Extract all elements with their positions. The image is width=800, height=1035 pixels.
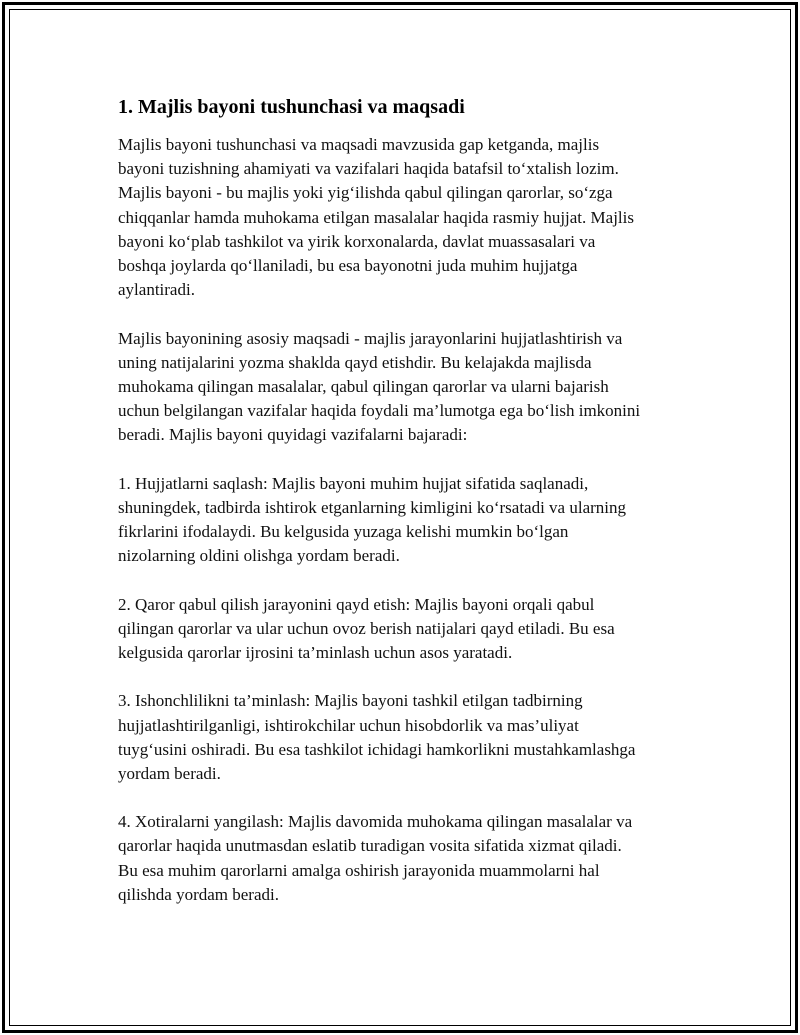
text-line: yordam beradi.: [118, 763, 221, 783]
section-heading: 1. Majlis bayoni tushunchasi va maqsadi: [118, 96, 465, 118]
text-line: uchun belgilangan vazifalar haqida foydali ma’lumotga ega bo‘lish imkonini: [118, 401, 641, 421]
text-line: qilingan qarorlar va ular uchun ovoz berish natijalari qayd etiladi. Bu esa: [118, 618, 615, 638]
text-line: tuyg‘usini oshiradi. Bu esa tashkilot ichidagi hamkorlikni mustahkamlashga: [118, 739, 636, 759]
text-line: bayoni ko‘plab tashkilot va yirik korxonalarda, davlat muassasalari va: [118, 231, 596, 251]
text-line: Bu esa muhim qarorlarni amalga oshirish jarayonida muammolarni hal: [118, 860, 600, 880]
text-line: beradi. Majlis bayoni quyidagi vazifalarni bajaradi:: [118, 425, 468, 445]
text-line: qarorlar haqida unutmasdan eslatib turadigan vosita sifatida xizmat qiladi.: [118, 836, 622, 856]
list-item-4: [118, 810, 738, 907]
text-line: uning natijalarini yozma shaklda qayd etishdir. Bu kelajakda majlisda: [118, 352, 592, 372]
text-line: kelgusida qarorlar ijrosini ta’minlash uchun asos yaratadi.: [118, 642, 513, 662]
list-item-3: [118, 689, 738, 786]
document-body: [118, 94, 738, 931]
paragraph-definition: [118, 133, 738, 302]
text-line: chiqqanlar hamda muhokama etilgan masalalar haqida rasmiy hujjat. Majlis: [118, 207, 634, 227]
text-line: hujjatlashtirilganligi, ishtirokchilar uchun hisobdorlik va mas’uliyat: [118, 715, 579, 735]
text-line: 3. Ishonchlilikni ta’minlash: Majlis bayoni tashkil etilgan tadbirning: [118, 691, 583, 711]
list-item-1: [118, 472, 738, 569]
text-line: Majlis bayonining asosiy maqsadi - majlis jarayonlarini hujjatlashtirish va: [118, 328, 623, 348]
text-line: muhokama qilingan masalalar, qabul qilingan qarorlar va ularni bajarish: [118, 376, 609, 396]
text-line: Majlis bayoni tushunchasi va maqsadi mavzusida gap ketganda, majlis: [118, 135, 600, 154]
text-line: 4. Xotiralarni yangilash: Majlis davomida muhokama qilingan masalalar va: [118, 812, 633, 832]
text-line: boshqa joylarda qo‘llaniladi, bu esa bayonotni juda muhim hujjatga: [118, 255, 578, 275]
text-line: 2. Qaror qabul qilish jarayonini qayd etish: Majlis bayoni orqali qabul: [118, 594, 595, 614]
text-line: bayoni tuzishning ahamiyati va vazifalari haqida batafsil to‘xtalish lozim.: [118, 159, 619, 179]
text-line: aylantiradi.: [118, 280, 195, 300]
text-line: qilishda yordam beradi.: [118, 884, 279, 904]
list-item-2: [118, 593, 738, 666]
paragraph-purpose: [118, 327, 738, 448]
text-line: Majlis bayoni - bu majlis yoki yig‘ilishda qabul qilingan qarorlar, so‘zga: [118, 183, 613, 203]
text-line: fikrlarini ifodalaydi. Bu kelgusida yuzaga kelishi mumkin bo‘lgan: [118, 522, 569, 541]
text-line: nizolarning oldini olishga yordam beradi.: [118, 546, 400, 566]
text-line: shuningdek, tadbirda ishtirok etganlarning kimligini ko‘rsatadi va ularning: [118, 497, 627, 517]
text-line: 1. Hujjatlarni saqlash: Majlis bayoni muhim hujjat sifatida saqlanadi,: [118, 473, 589, 493]
